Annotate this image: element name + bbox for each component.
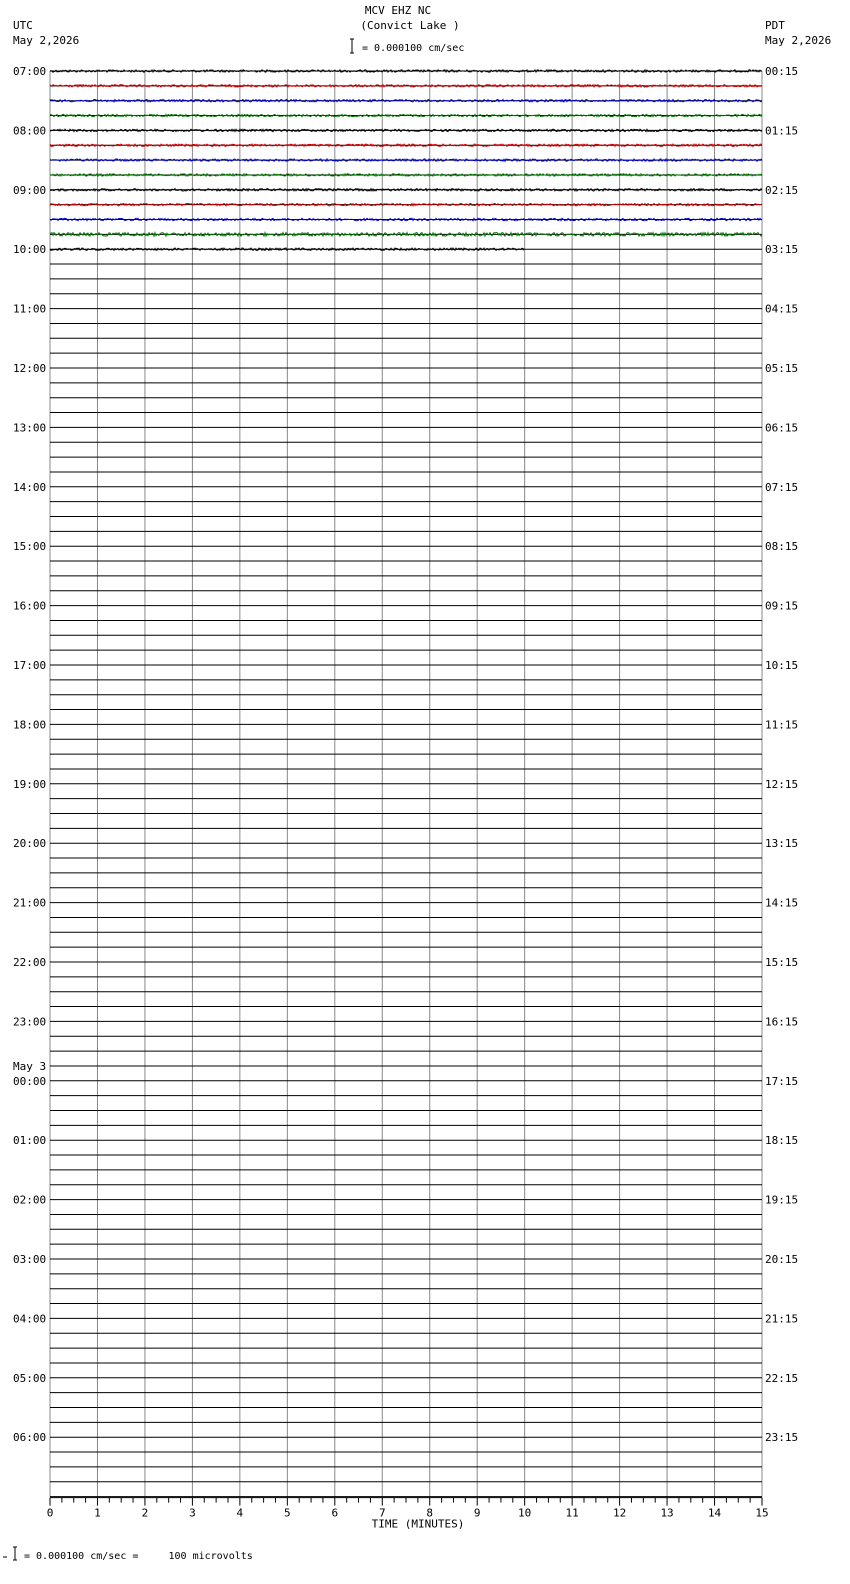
local-hour-label: 12:15 — [765, 777, 799, 791]
local-hour-label: 05:15 — [765, 362, 799, 375]
x-tick-label: 5 — [284, 1506, 291, 1520]
date-change-label: May 3 — [13, 1059, 47, 1073]
trace-row-9 — [50, 203, 762, 205]
x-tick-label: 12 — [612, 1506, 627, 1520]
utc-hour-label: 06:00 — [13, 1431, 47, 1445]
x-tick-label: 8 — [426, 1506, 434, 1520]
left-date-label: May 2,2026 — [13, 34, 80, 47]
trace-row-8 — [50, 189, 762, 191]
x-tick-label: 13 — [660, 1506, 674, 1520]
x-tick-label: 7 — [378, 1506, 386, 1520]
utc-hour-label: 10:00 — [13, 243, 47, 257]
trace-row-3 — [50, 114, 762, 116]
utc-hour-label: 11:00 — [13, 302, 47, 316]
local-hour-label: 06:15 — [765, 421, 799, 435]
trace-row-4 — [50, 129, 762, 131]
local-hour-label: 03:15 — [765, 243, 799, 257]
utc-hour-label: 19:00 — [13, 777, 47, 791]
utc-hour-label: 13:00 — [13, 421, 47, 435]
x-tick-label: 14 — [707, 1506, 722, 1520]
footer-calibration-label: = 0.000100 cm/sec = 100 microvolts — [24, 1551, 253, 1562]
local-hour-label: 13:15 — [765, 837, 799, 851]
local-hour-label: 09:15 — [765, 599, 799, 613]
local-hour-label: 07:15 — [765, 480, 799, 494]
utc-hour-label: 03:00 — [13, 1253, 47, 1266]
local-hour-label: 18:15 — [765, 1134, 799, 1148]
left-timezone-label: UTC — [13, 19, 33, 32]
utc-hour-label: 01:00 — [13, 1134, 47, 1148]
utc-hour-label: 12:00 — [13, 362, 47, 375]
x-tick-label: 3 — [189, 1506, 196, 1520]
trace-row-6 — [50, 159, 762, 161]
local-hour-label: 14:15 — [765, 896, 799, 910]
x-tick-label: 15 — [755, 1506, 769, 1520]
x-tick-label: 11 — [565, 1506, 579, 1520]
local-hour-label: 23:15 — [765, 1431, 799, 1445]
x-axis-title: TIME (MINUTES) — [371, 1517, 465, 1531]
utc-hour-label: 02:00 — [13, 1193, 47, 1207]
x-tick-label: 1 — [94, 1506, 101, 1520]
station-location: (Convict Lake ) — [360, 19, 460, 32]
x-tick-label: 10 — [518, 1506, 532, 1520]
utc-hour-label: 20:00 — [13, 837, 47, 851]
utc-hour-label: 04:00 — [13, 1312, 47, 1326]
local-hour-label: 21:15 — [765, 1312, 799, 1326]
utc-hour-label: 00:00 — [13, 1074, 47, 1088]
x-tick-label: 2 — [141, 1506, 149, 1520]
utc-hour-label: 15:00 — [13, 540, 47, 554]
right-timezone-label: PDT — [765, 19, 785, 32]
x-tick-label: 6 — [331, 1506, 339, 1520]
trace-row-0 — [50, 70, 762, 72]
local-hour-label: 00:15 — [765, 65, 799, 78]
utc-hour-label: 17:00 — [13, 659, 47, 672]
utc-hour-label: 23:00 — [13, 1015, 47, 1029]
utc-hour-label: 21:00 — [13, 896, 47, 910]
scale-label: = 0.000100 cm/sec — [362, 43, 465, 54]
utc-hour-label: 22:00 — [13, 956, 47, 969]
utc-hour-label: 07:00 — [13, 65, 47, 78]
local-hour-label: 11:15 — [765, 718, 799, 732]
local-hour-label: 04:15 — [765, 302, 799, 316]
local-hour-label: 15:15 — [765, 956, 799, 969]
local-hour-label: 17:15 — [765, 1074, 799, 1088]
utc-hour-label: 08:00 — [13, 124, 47, 138]
utc-hour-label: 18:00 — [13, 718, 47, 732]
utc-hour-label: 14:00 — [13, 480, 47, 494]
local-hour-label: 02:15 — [765, 183, 799, 197]
station-title: MCV EHZ NC — [364, 4, 432, 17]
utc-hour-label: 09:00 — [13, 183, 47, 197]
x-tick-label: 0 — [46, 1506, 54, 1520]
local-hour-label: 10:15 — [765, 659, 799, 672]
local-hour-label: 16:15 — [765, 1015, 799, 1029]
x-tick-label: 9 — [473, 1506, 481, 1520]
trace-row-11 — [50, 233, 762, 237]
local-hour-label: 01:15 — [765, 124, 799, 138]
utc-hour-label: 05:00 — [13, 1371, 47, 1385]
right-date-label: May 2,2026 — [765, 34, 832, 47]
local-hour-label: 08:15 — [765, 540, 799, 554]
utc-hour-label: 16:00 — [13, 599, 47, 613]
x-tick-label: 4 — [236, 1506, 244, 1520]
local-hour-label: 20:15 — [765, 1253, 799, 1266]
local-hour-label: 22:15 — [765, 1371, 799, 1385]
local-hour-label: 19:15 — [765, 1193, 799, 1207]
